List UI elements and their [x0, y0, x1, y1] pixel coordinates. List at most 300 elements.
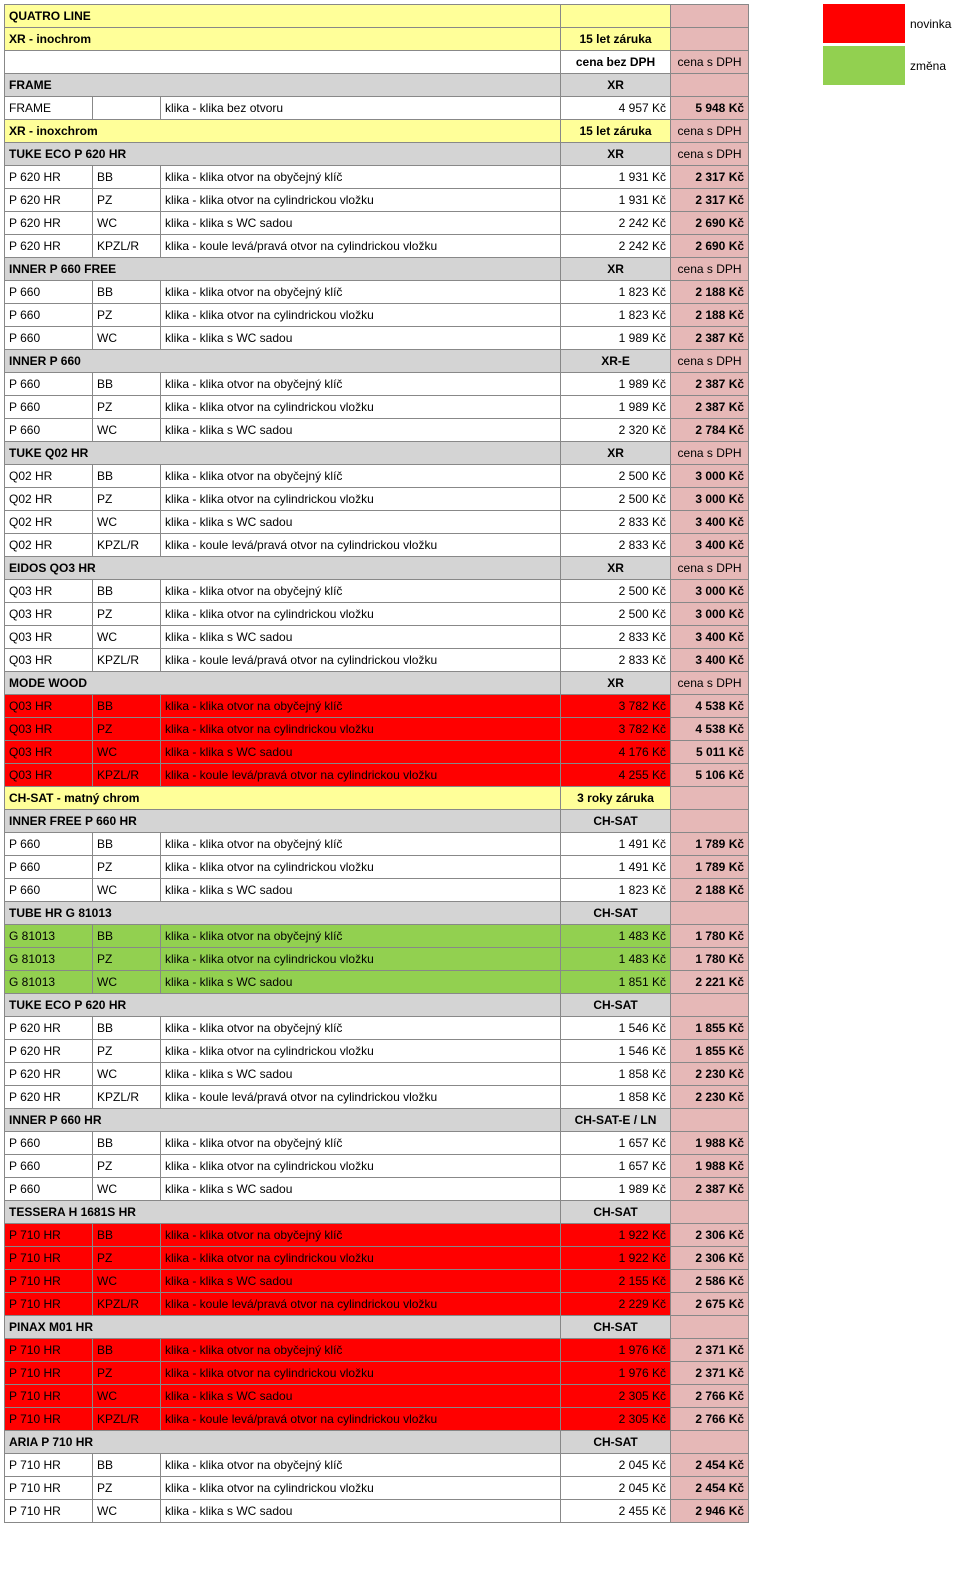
section-finish: CH-SAT — [561, 1201, 671, 1224]
product-section-header — [5, 1109, 749, 1132]
product-row — [5, 1063, 749, 1086]
section-title: TESSERA H 1681S HR — [5, 1201, 561, 1224]
product-row — [5, 1339, 749, 1362]
variant-type: WC — [93, 1500, 161, 1523]
price-without-vat: 1 989 Kč — [561, 396, 671, 419]
variant-type: PZ — [93, 1362, 161, 1385]
price-with-vat: 5 948 Kč — [671, 97, 749, 120]
variant-type: BB — [93, 580, 161, 603]
warranty-label: 15 let záruka — [561, 120, 671, 143]
section-vat-label — [671, 1109, 749, 1132]
section-title: TUBE HR G 81013 — [5, 902, 561, 925]
price-without-vat: 1 931 Kč — [561, 189, 671, 212]
product-section-header — [5, 902, 749, 925]
product-row — [5, 304, 749, 327]
variant-type: PZ — [93, 856, 161, 879]
product-code: P 620 HR — [5, 1063, 93, 1086]
product-code: P 660 — [5, 419, 93, 442]
variant-description: klika - klika otvor na cylindrickou vložku — [161, 1247, 561, 1270]
section-vat-label: cena s DPH — [671, 557, 749, 580]
product-row — [5, 1247, 749, 1270]
product-code: Q02 HR — [5, 511, 93, 534]
product-code: P 710 HR — [5, 1385, 93, 1408]
title-spacer — [561, 5, 671, 28]
variant-description: klika - klika bez otvoru — [161, 97, 561, 120]
legend-item-new — [823, 4, 951, 43]
product-code: P 710 HR — [5, 1247, 93, 1270]
variant-description: klika - klika otvor na cylindrickou vložku — [161, 1477, 561, 1500]
section-finish: XR — [561, 258, 671, 281]
price-with-vat: 3 400 Kč — [671, 511, 749, 534]
price-with-vat: 1 789 Kč — [671, 833, 749, 856]
price-without-vat: 1 483 Kč — [561, 925, 671, 948]
section-vat-label — [671, 810, 749, 833]
price-without-vat: 1 491 Kč — [561, 856, 671, 879]
price-without-vat: 1 931 Kč — [561, 166, 671, 189]
product-row — [5, 1477, 749, 1500]
product-section-header — [5, 74, 749, 97]
price-without-vat: 1 823 Kč — [561, 304, 671, 327]
variant-type: PZ — [93, 948, 161, 971]
product-row — [5, 925, 749, 948]
column-header-row — [5, 51, 749, 74]
product-code: P 620 HR — [5, 1040, 93, 1063]
product-row — [5, 373, 749, 396]
variant-type: KPZL/R — [93, 1408, 161, 1431]
variant-type: BB — [93, 1339, 161, 1362]
section-finish: XR — [561, 74, 671, 97]
price-with-vat: 2 946 Kč — [671, 1500, 749, 1523]
variant-description: klika - klika s WC sadou — [161, 212, 561, 235]
product-row — [5, 971, 749, 994]
section-finish: CH-SAT — [561, 1431, 671, 1454]
product-row — [5, 534, 749, 557]
product-row — [5, 580, 749, 603]
product-code: P 620 HR — [5, 1086, 93, 1109]
price-without-vat: 1 546 Kč — [561, 1040, 671, 1063]
product-row — [5, 97, 749, 120]
price-without-vat: 2 305 Kč — [561, 1408, 671, 1431]
price-without-vat: 2 242 Kč — [561, 212, 671, 235]
product-code: Q02 HR — [5, 465, 93, 488]
price-with-vat: 2 690 Kč — [671, 212, 749, 235]
variant-type: WC — [93, 971, 161, 994]
variant-description: klika - koule levá/pravá otvor na cylindrickou vložku — [161, 1086, 561, 1109]
variant-description: klika - klika s WC sadou — [161, 1500, 561, 1523]
product-code: P 710 HR — [5, 1500, 93, 1523]
variant-description: klika - koule levá/pravá otvor na cylindrickou vložku — [161, 764, 561, 787]
section-vat-label — [671, 1316, 749, 1339]
product-code: Q03 HR — [5, 695, 93, 718]
product-row — [5, 1454, 749, 1477]
product-code: FRAME — [5, 97, 93, 120]
product-code: P 620 HR — [5, 166, 93, 189]
variant-type: PZ — [93, 189, 161, 212]
product-row — [5, 764, 749, 787]
variant-description: klika - klika otvor na obyčejný klíč — [161, 1017, 561, 1040]
price-with-vat: 2 306 Kč — [671, 1247, 749, 1270]
price-list-body — [5, 5, 749, 1523]
product-row — [5, 511, 749, 534]
variant-type: BB — [93, 281, 161, 304]
section-vat-label: cena s DPH — [671, 442, 749, 465]
group-vat-label: cena s DPH — [671, 120, 749, 143]
price-without-vat: 2 229 Kč — [561, 1293, 671, 1316]
group-vat-label — [671, 787, 749, 810]
column-header-vat: cena s DPH — [671, 51, 749, 74]
product-row — [5, 1086, 749, 1109]
product-row — [5, 488, 749, 511]
section-finish: XR — [561, 143, 671, 166]
price-without-vat: 4 957 Kč — [561, 97, 671, 120]
product-code: P 710 HR — [5, 1293, 93, 1316]
price-with-vat: 2 371 Kč — [671, 1362, 749, 1385]
product-row — [5, 212, 749, 235]
product-row — [5, 1040, 749, 1063]
price-with-vat: 1 789 Kč — [671, 856, 749, 879]
variant-description: klika - klika otvor na obyčejný klíč — [161, 373, 561, 396]
product-code: G 81013 — [5, 925, 93, 948]
variant-description: klika - koule levá/pravá otvor na cylindrickou vložku — [161, 235, 561, 258]
price-without-vat: 1 491 Kč — [561, 833, 671, 856]
product-code: G 81013 — [5, 948, 93, 971]
product-row — [5, 1132, 749, 1155]
price-without-vat: 2 320 Kč — [561, 419, 671, 442]
product-code: P 620 HR — [5, 189, 93, 212]
section-finish: XR — [561, 672, 671, 695]
section-vat-label: cena s DPH — [671, 143, 749, 166]
section-finish: CH-SAT — [561, 994, 671, 1017]
finish-group-header — [5, 28, 749, 51]
variant-type: PZ — [93, 1477, 161, 1500]
variant-description: klika - klika otvor na obyčejný klíč — [161, 1454, 561, 1477]
variant-type: WC — [93, 879, 161, 902]
price-with-vat: 3 400 Kč — [671, 534, 749, 557]
variant-description: klika - klika otvor na cylindrickou vložku — [161, 856, 561, 879]
product-section-header — [5, 1316, 749, 1339]
variant-type: WC — [93, 419, 161, 442]
price-without-vat: 2 833 Kč — [561, 626, 671, 649]
product-code: Q03 HR — [5, 580, 93, 603]
price-without-vat: 3 782 Kč — [561, 695, 671, 718]
title-vat-spacer — [671, 5, 749, 28]
finish-group-title: XR - inoxchrom — [5, 120, 561, 143]
variant-description: klika - klika otvor na cylindrickou vložku — [161, 304, 561, 327]
product-row — [5, 1017, 749, 1040]
variant-description: klika - klika otvor na obyčejný klíč — [161, 695, 561, 718]
product-code: Q02 HR — [5, 534, 93, 557]
variant-type: BB — [93, 1454, 161, 1477]
section-title: TUKE ECO P 620 HR — [5, 994, 561, 1017]
product-code: P 660 — [5, 327, 93, 350]
product-section-header — [5, 810, 749, 833]
product-code: P 660 — [5, 879, 93, 902]
variant-description: klika - klika otvor na obyčejný klíč — [161, 925, 561, 948]
price-without-vat: 1 823 Kč — [561, 281, 671, 304]
price-without-vat: 2 155 Kč — [561, 1270, 671, 1293]
product-code: Q03 HR — [5, 603, 93, 626]
product-code: P 710 HR — [5, 1270, 93, 1293]
product-code: G 81013 — [5, 971, 93, 994]
warranty-label: 3 roky záruka — [561, 787, 671, 810]
price-without-vat: 2 045 Kč — [561, 1477, 671, 1500]
product-code: P 660 — [5, 1178, 93, 1201]
section-finish: XR — [561, 557, 671, 580]
price-with-vat: 3 400 Kč — [671, 626, 749, 649]
variant-description: klika - klika otvor na obyčejný klíč — [161, 1339, 561, 1362]
variant-type: BB — [93, 833, 161, 856]
price-without-vat: 1 989 Kč — [561, 327, 671, 350]
section-vat-label — [671, 902, 749, 925]
section-title: INNER FREE P 660 HR — [5, 810, 561, 833]
variant-type: BB — [93, 925, 161, 948]
price-with-vat: 2 188 Kč — [671, 879, 749, 902]
variant-description: klika - klika s WC sadou — [161, 1063, 561, 1086]
price-with-vat: 2 188 Kč — [671, 281, 749, 304]
variant-description: klika - klika s WC sadou — [161, 1178, 561, 1201]
document-title-row — [5, 5, 749, 28]
variant-description: klika - klika otvor na cylindrickou vložku — [161, 396, 561, 419]
section-title: EIDOS QO3 HR — [5, 557, 561, 580]
variant-description: klika - klika otvor na cylindrickou vložku — [161, 948, 561, 971]
price-without-vat: 1 823 Kč — [561, 879, 671, 902]
product-code: P 710 HR — [5, 1339, 93, 1362]
product-row — [5, 833, 749, 856]
product-code: Q02 HR — [5, 488, 93, 511]
price-with-vat: 4 538 Kč — [671, 718, 749, 741]
product-row — [5, 649, 749, 672]
price-without-vat: 4 176 Kč — [561, 741, 671, 764]
variant-description: klika - klika otvor na obyčejný klíč — [161, 580, 561, 603]
variant-type: PZ — [93, 718, 161, 741]
variant-description: klika - klika otvor na cylindrickou vložku — [161, 1155, 561, 1178]
product-section-header — [5, 442, 749, 465]
price-without-vat: 3 782 Kč — [561, 718, 671, 741]
product-code: P 710 HR — [5, 1477, 93, 1500]
section-vat-label — [671, 1201, 749, 1224]
column-header-spacer — [5, 51, 561, 74]
price-with-vat: 2 784 Kč — [671, 419, 749, 442]
variant-description: klika - klika s WC sadou — [161, 1270, 561, 1293]
price-with-vat: 2 371 Kč — [671, 1339, 749, 1362]
variant-type: WC — [93, 327, 161, 350]
product-row — [5, 741, 749, 764]
variant-description: klika - klika otvor na obyčejný klíč — [161, 166, 561, 189]
product-row — [5, 189, 749, 212]
product-code: P 660 — [5, 373, 93, 396]
variant-description: klika - klika otvor na cylindrickou vložku — [161, 488, 561, 511]
product-row — [5, 1178, 749, 1201]
warranty-label: 15 let záruka — [561, 28, 671, 51]
variant-description: klika - klika s WC sadou — [161, 511, 561, 534]
price-with-vat: 2 387 Kč — [671, 1178, 749, 1201]
variant-description: klika - klika s WC sadou — [161, 741, 561, 764]
variant-description: klika - klika otvor na obyčejný klíč — [161, 1224, 561, 1247]
variant-type: WC — [93, 1063, 161, 1086]
variant-description: klika - klika otvor na obyčejný klíč — [161, 833, 561, 856]
product-row — [5, 327, 749, 350]
price-with-vat: 3 000 Kč — [671, 603, 749, 626]
price-without-vat: 1 657 Kč — [561, 1132, 671, 1155]
product-row — [5, 1408, 749, 1431]
product-code: P 660 — [5, 856, 93, 879]
price-with-vat: 2 387 Kč — [671, 373, 749, 396]
product-section-header — [5, 994, 749, 1017]
product-row — [5, 626, 749, 649]
price-with-vat: 5 011 Kč — [671, 741, 749, 764]
product-row — [5, 1270, 749, 1293]
finish-group-title: XR - inochrom — [5, 28, 561, 51]
price-with-vat: 2 454 Kč — [671, 1454, 749, 1477]
product-row — [5, 1385, 749, 1408]
variant-description: klika - klika s WC sadou — [161, 419, 561, 442]
variant-description: klika - klika s WC sadou — [161, 626, 561, 649]
section-title: INNER P 660 HR — [5, 1109, 561, 1132]
product-code: P 660 — [5, 281, 93, 304]
price-with-vat: 2 230 Kč — [671, 1063, 749, 1086]
variant-type: BB — [93, 373, 161, 396]
variant-type: PZ — [93, 603, 161, 626]
variant-type — [93, 97, 161, 120]
document-title: QUATRO LINE — [5, 5, 561, 28]
price-without-vat: 1 851 Kč — [561, 971, 671, 994]
price-without-vat: 2 500 Kč — [561, 465, 671, 488]
variant-description: klika - klika s WC sadou — [161, 971, 561, 994]
variant-type: WC — [93, 741, 161, 764]
price-without-vat: 2 305 Kč — [561, 1385, 671, 1408]
product-row — [5, 1224, 749, 1247]
price-with-vat: 3 000 Kč — [671, 580, 749, 603]
variant-description: klika - klika otvor na cylindrickou vložku — [161, 1362, 561, 1385]
variant-type: BB — [93, 695, 161, 718]
section-finish: XR — [561, 442, 671, 465]
product-code: Q03 HR — [5, 741, 93, 764]
legend-swatch-red — [823, 4, 905, 43]
price-with-vat: 2 387 Kč — [671, 327, 749, 350]
price-without-vat: 2 045 Kč — [561, 1454, 671, 1477]
product-row — [5, 718, 749, 741]
section-vat-label — [671, 994, 749, 1017]
price-with-vat: 2 690 Kč — [671, 235, 749, 258]
price-without-vat: 1 483 Kč — [561, 948, 671, 971]
variant-type: WC — [93, 626, 161, 649]
price-with-vat: 2 317 Kč — [671, 166, 749, 189]
product-row — [5, 948, 749, 971]
variant-type: WC — [93, 511, 161, 534]
price-with-vat: 3 000 Kč — [671, 488, 749, 511]
variant-type: WC — [93, 1270, 161, 1293]
price-with-vat: 2 586 Kč — [671, 1270, 749, 1293]
product-section-header — [5, 258, 749, 281]
price-with-vat: 2 766 Kč — [671, 1385, 749, 1408]
variant-type: BB — [93, 1017, 161, 1040]
product-code: P 710 HR — [5, 1454, 93, 1477]
section-title: INNER P 660 — [5, 350, 561, 373]
product-code: P 620 HR — [5, 235, 93, 258]
product-section-header — [5, 143, 749, 166]
variant-description: klika - koule levá/pravá otvor na cylindrickou vložku — [161, 1408, 561, 1431]
product-row — [5, 396, 749, 419]
product-code: Q03 HR — [5, 718, 93, 741]
price-without-vat: 2 500 Kč — [561, 580, 671, 603]
variant-description: klika - klika otvor na obyčejný klíč — [161, 281, 561, 304]
variant-type: PZ — [93, 304, 161, 327]
product-code: P 620 HR — [5, 1017, 93, 1040]
product-row — [5, 1362, 749, 1385]
variant-type: BB — [93, 465, 161, 488]
price-with-vat: 2 188 Kč — [671, 304, 749, 327]
price-without-vat: 1 976 Kč — [561, 1339, 671, 1362]
section-vat-label: cena s DPH — [671, 350, 749, 373]
price-without-vat: 1 858 Kč — [561, 1063, 671, 1086]
group-vat-label — [671, 28, 749, 51]
finish-group-header — [5, 787, 749, 810]
price-with-vat: 5 106 Kč — [671, 764, 749, 787]
product-row — [5, 419, 749, 442]
product-section-header — [5, 672, 749, 695]
price-list-table — [4, 4, 749, 1523]
product-code: P 660 — [5, 833, 93, 856]
section-vat-label — [671, 74, 749, 97]
variant-type: KPZL/R — [93, 1086, 161, 1109]
section-title: TUKE Q02 HR — [5, 442, 561, 465]
product-code: Q03 HR — [5, 626, 93, 649]
variant-type: BB — [93, 1224, 161, 1247]
section-title: PINAX M01 HR — [5, 1316, 561, 1339]
price-with-vat: 2 675 Kč — [671, 1293, 749, 1316]
price-with-vat: 2 317 Kč — [671, 189, 749, 212]
product-code: P 660 — [5, 304, 93, 327]
price-with-vat: 2 221 Kč — [671, 971, 749, 994]
price-without-vat: 1 657 Kč — [561, 1155, 671, 1178]
product-code: P 620 HR — [5, 212, 93, 235]
variant-type: PZ — [93, 1040, 161, 1063]
product-row — [5, 856, 749, 879]
variant-type: WC — [93, 212, 161, 235]
price-with-vat: 2 306 Kč — [671, 1224, 749, 1247]
variant-description: klika - klika otvor na obyčejný klíč — [161, 465, 561, 488]
variant-description: klika - klika s WC sadou — [161, 1385, 561, 1408]
price-without-vat: 2 242 Kč — [561, 235, 671, 258]
variant-description: klika - koule levá/pravá otvor na cylindrickou vložku — [161, 649, 561, 672]
price-with-vat: 3 000 Kč — [671, 465, 749, 488]
variant-type: BB — [93, 166, 161, 189]
section-title: INNER P 660 FREE — [5, 258, 561, 281]
variant-description: klika - klika otvor na cylindrickou vložku — [161, 189, 561, 212]
price-without-vat: 1 989 Kč — [561, 1178, 671, 1201]
variant-type: PZ — [93, 396, 161, 419]
price-without-vat: 4 255 Kč — [561, 764, 671, 787]
section-finish: CH-SAT — [561, 1316, 671, 1339]
price-without-vat: 1 976 Kč — [561, 1362, 671, 1385]
variant-description: klika - klika otvor na cylindrickou vložku — [161, 1040, 561, 1063]
product-row — [5, 235, 749, 258]
price-without-vat: 2 455 Kč — [561, 1500, 671, 1523]
price-without-vat: 1 546 Kč — [561, 1017, 671, 1040]
product-row — [5, 1500, 749, 1523]
product-code: P 710 HR — [5, 1224, 93, 1247]
price-with-vat: 1 988 Kč — [671, 1155, 749, 1178]
section-finish: XR-E — [561, 350, 671, 373]
price-with-vat: 1 855 Kč — [671, 1017, 749, 1040]
price-without-vat: 1 922 Kč — [561, 1224, 671, 1247]
section-vat-label: cena s DPH — [671, 672, 749, 695]
column-header-price: cena bez DPH — [561, 51, 671, 74]
price-with-vat: 3 400 Kč — [671, 649, 749, 672]
variant-type: WC — [93, 1385, 161, 1408]
variant-description: klika - klika otvor na obyčejný klíč — [161, 1132, 561, 1155]
section-vat-label: cena s DPH — [671, 258, 749, 281]
